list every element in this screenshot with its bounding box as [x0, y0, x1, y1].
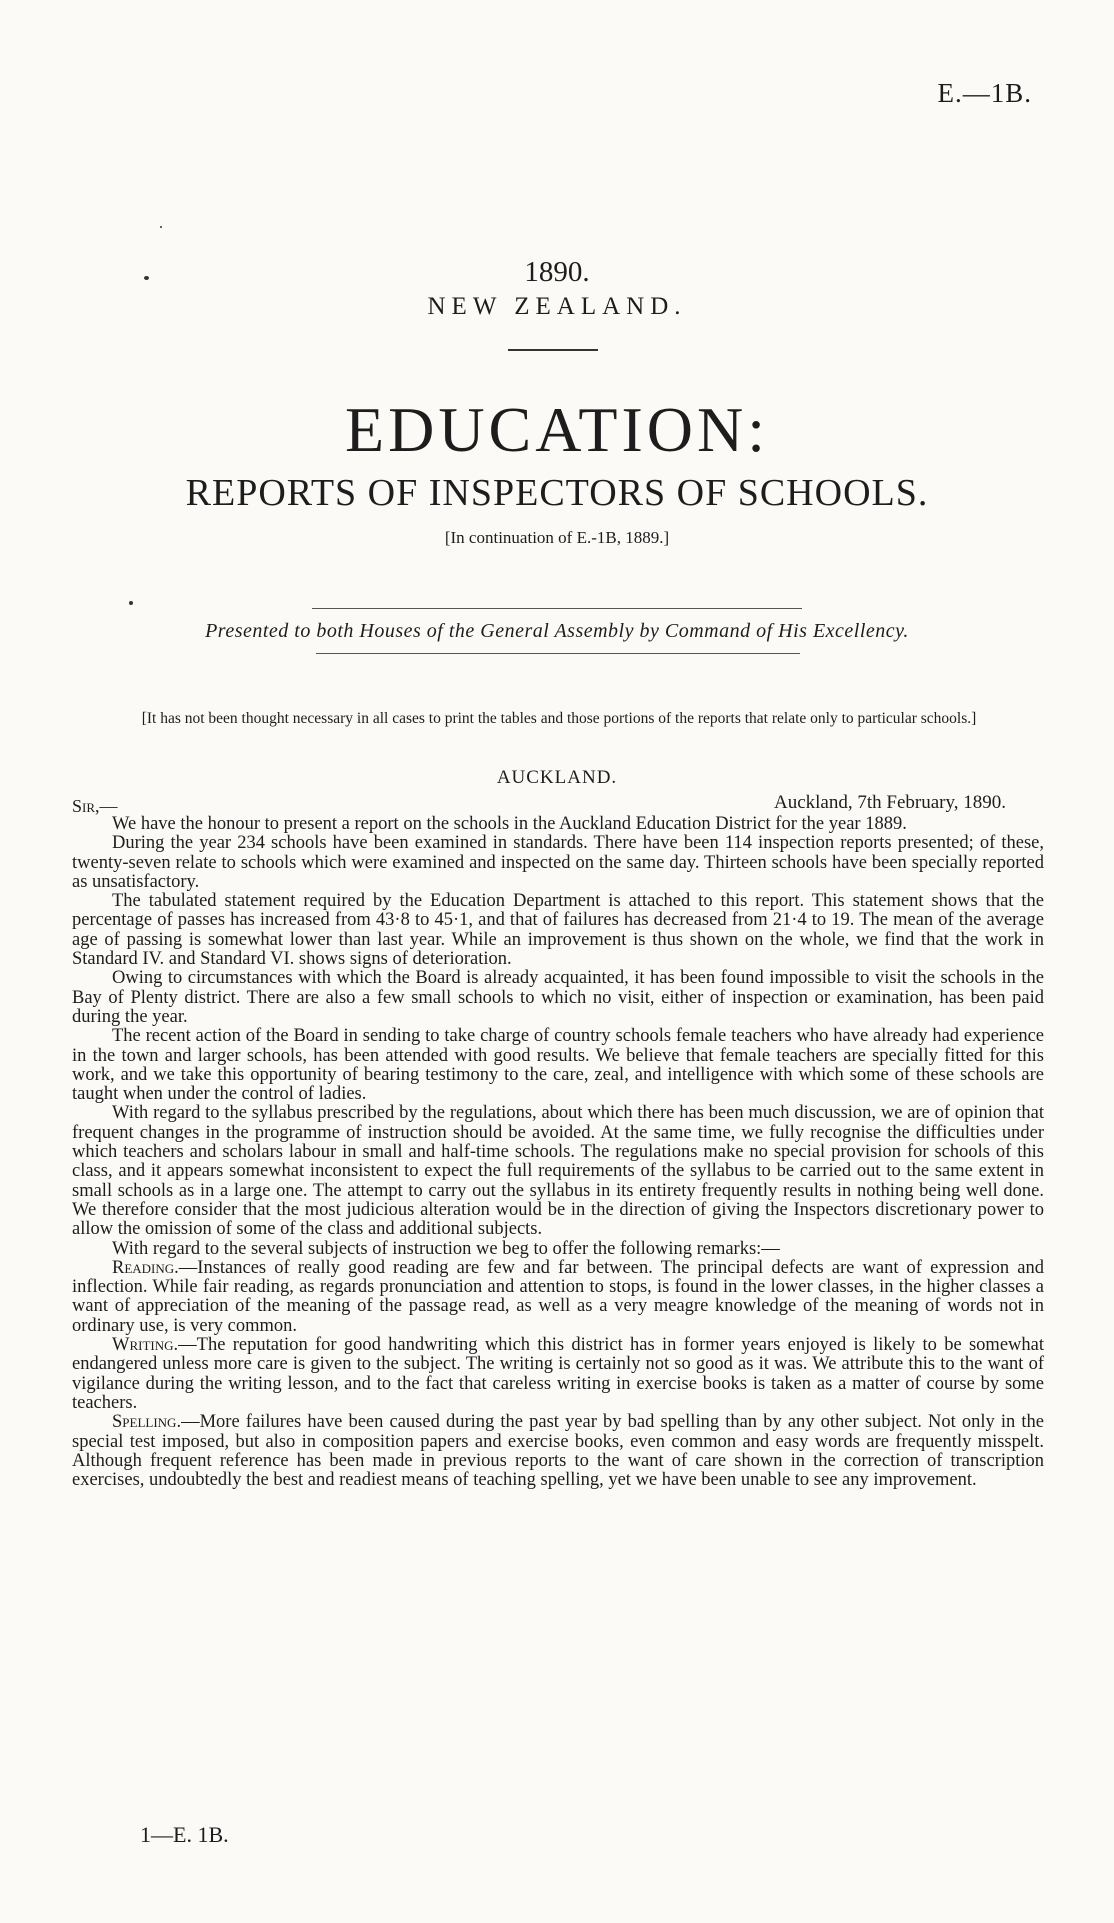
subject-lead: Reading.: [112, 1257, 179, 1278]
subject-paragraph-reading: [72, 1259, 1044, 1336]
salutation: Sir,—: [72, 796, 118, 816]
editorial-note: [It has not been thought necessary in all cases to print the tables and those portions of the reports that relate only to particular schools.]: [141, 710, 977, 727]
scan-speck: [160, 226, 162, 228]
presented-rule-top: [312, 608, 802, 609]
country-heading: NEW ZEALAND.: [427, 293, 687, 320]
report-paragraph: The tabulated statement required by the Education Department is attached to this report. This statement shows that the percentage of passes has increased from 43·8 to 45·1, and that of failures has decreased from 21·4 to 19. The mean of the average age of passing is somewhat lower than last year. While an improvement is thus shown on the whole, we find that the work in Standard IV. and Standard VI. shows signs of deterioration.: [72, 891, 1044, 970]
report-paragraph: Owing to circumstances with which the Board is already acquainted, it has been found impossible to visit the schools in the Bay of Plenty district. There are also a few small schools to which no visit, either of inspection or examination, has been paid during the year.: [72, 968, 1044, 1027]
page-subtitle: REPORTS OF INSPECTORS OF SCHOOLS.: [185, 472, 929, 514]
presented-line: Presented to both Houses of the General Assembly by Command of His Excellency.: [205, 620, 909, 642]
scan-speck: [144, 276, 149, 280]
subject-paragraph-writing: [72, 1336, 1044, 1413]
report-paragraph: We have the honour to present a report on the schools in the Auckland Education District for the year 1889.: [112, 814, 907, 834]
heading-rule: [508, 349, 598, 351]
region-heading: AUCKLAND.: [496, 767, 618, 788]
dateline: Auckland, 7th February, 1890.: [774, 792, 1006, 813]
report-paragraph: During the year 234 schools have been examined in standards. There have been 114 inspection reports presented; of these, twenty-seven relate to schools which were examined and inspected on the same day. Thirteen schools have been specially reported as unsatisfactory.: [72, 833, 1044, 892]
presented-rule-bottom: [316, 653, 800, 654]
continuation-note: [In continuation of E.-1B, 1889.]: [444, 528, 670, 547]
year-heading: 1890.: [524, 256, 590, 288]
report-body: [72, 815, 1044, 1490]
subject-text: —The reputation for good handwriting which this district has in former years enjoyed is likely to be somewhat endangered unless more care is given to the subject. The writing is certainly not so good as it was. We attribute this to the want of vigilance during the writing lesson, and to the fact that careless writing in exercise books is taken as a matter of course by some teachers.: [72, 1335, 1044, 1413]
document-reference: E.—1B.: [937, 78, 1032, 108]
subject-paragraph-spelling: [72, 1413, 1044, 1490]
subject-text: —More failures have been caused during the past year by bad spelling than by any other subject. Not only in the special test imposed, but also in composition papers and exercise books, even common and easy words are frequently misspelt. Although frequent reference has been made in previous reports to the want of care shown in the correction of transcription exercises, undoubtedly the best and readiest means of teaching spelling, yet we have been unable to see any improvement.: [72, 1412, 1044, 1491]
page-footer: 1—E. 1B.: [140, 1822, 229, 1847]
page-title: EDUCATION:: [345, 394, 769, 465]
subject-lead: Writing.: [112, 1335, 179, 1356]
scan-speck: [129, 601, 133, 605]
report-paragraph: With regard to the syllabus prescribed by the regulations, about which there has been much discussion, we are of opinion that frequent changes in the programme of instruction should be avoided. At the same time, we fully recognise the difficulties under which teachers and scholars labour in small and half-time schools. The regulations make no special provision for schools of this class, and it appears somewhat inconsistent to expect the full requirements of the syllabus to be carried out to the same extent in small schools as in a large one. The attempt to carry out the syllabus in its entirety frequently results in nothing being well done. We therefore consider that the most judicious alteration would be in the direction of giving the Inspectors discretionary power to allow the omission of some of the class and additional subjects.: [72, 1103, 1044, 1240]
subject-lead: Spelling.: [112, 1412, 182, 1433]
report-paragraph: With regard to the several subjects of instruction we beg to offer the following remarks:—: [112, 1238, 780, 1259]
report-paragraph: The recent action of the Board in sending to take charge of country schools female teachers who have already had experience in the town and larger schools, has been attended with good results. We believe that female teachers are specially fitted for this work, and we take this opportunity of bearing testimony to the care, zeal, and intelligence with which some of these schools are taught when under the control of ladies.: [72, 1026, 1044, 1105]
subject-text: —Instances of really good reading are few and far between. The principal defects are want of expression and inflection. While fair reading, as regards pronunciation and attention to stops, is found in the lower classes, in the higher classes a want of appreciation of the meaning of the passage read, as well as a very meagre knowledge of the meaning of words not in ordinary use, is very common.: [72, 1257, 1044, 1336]
